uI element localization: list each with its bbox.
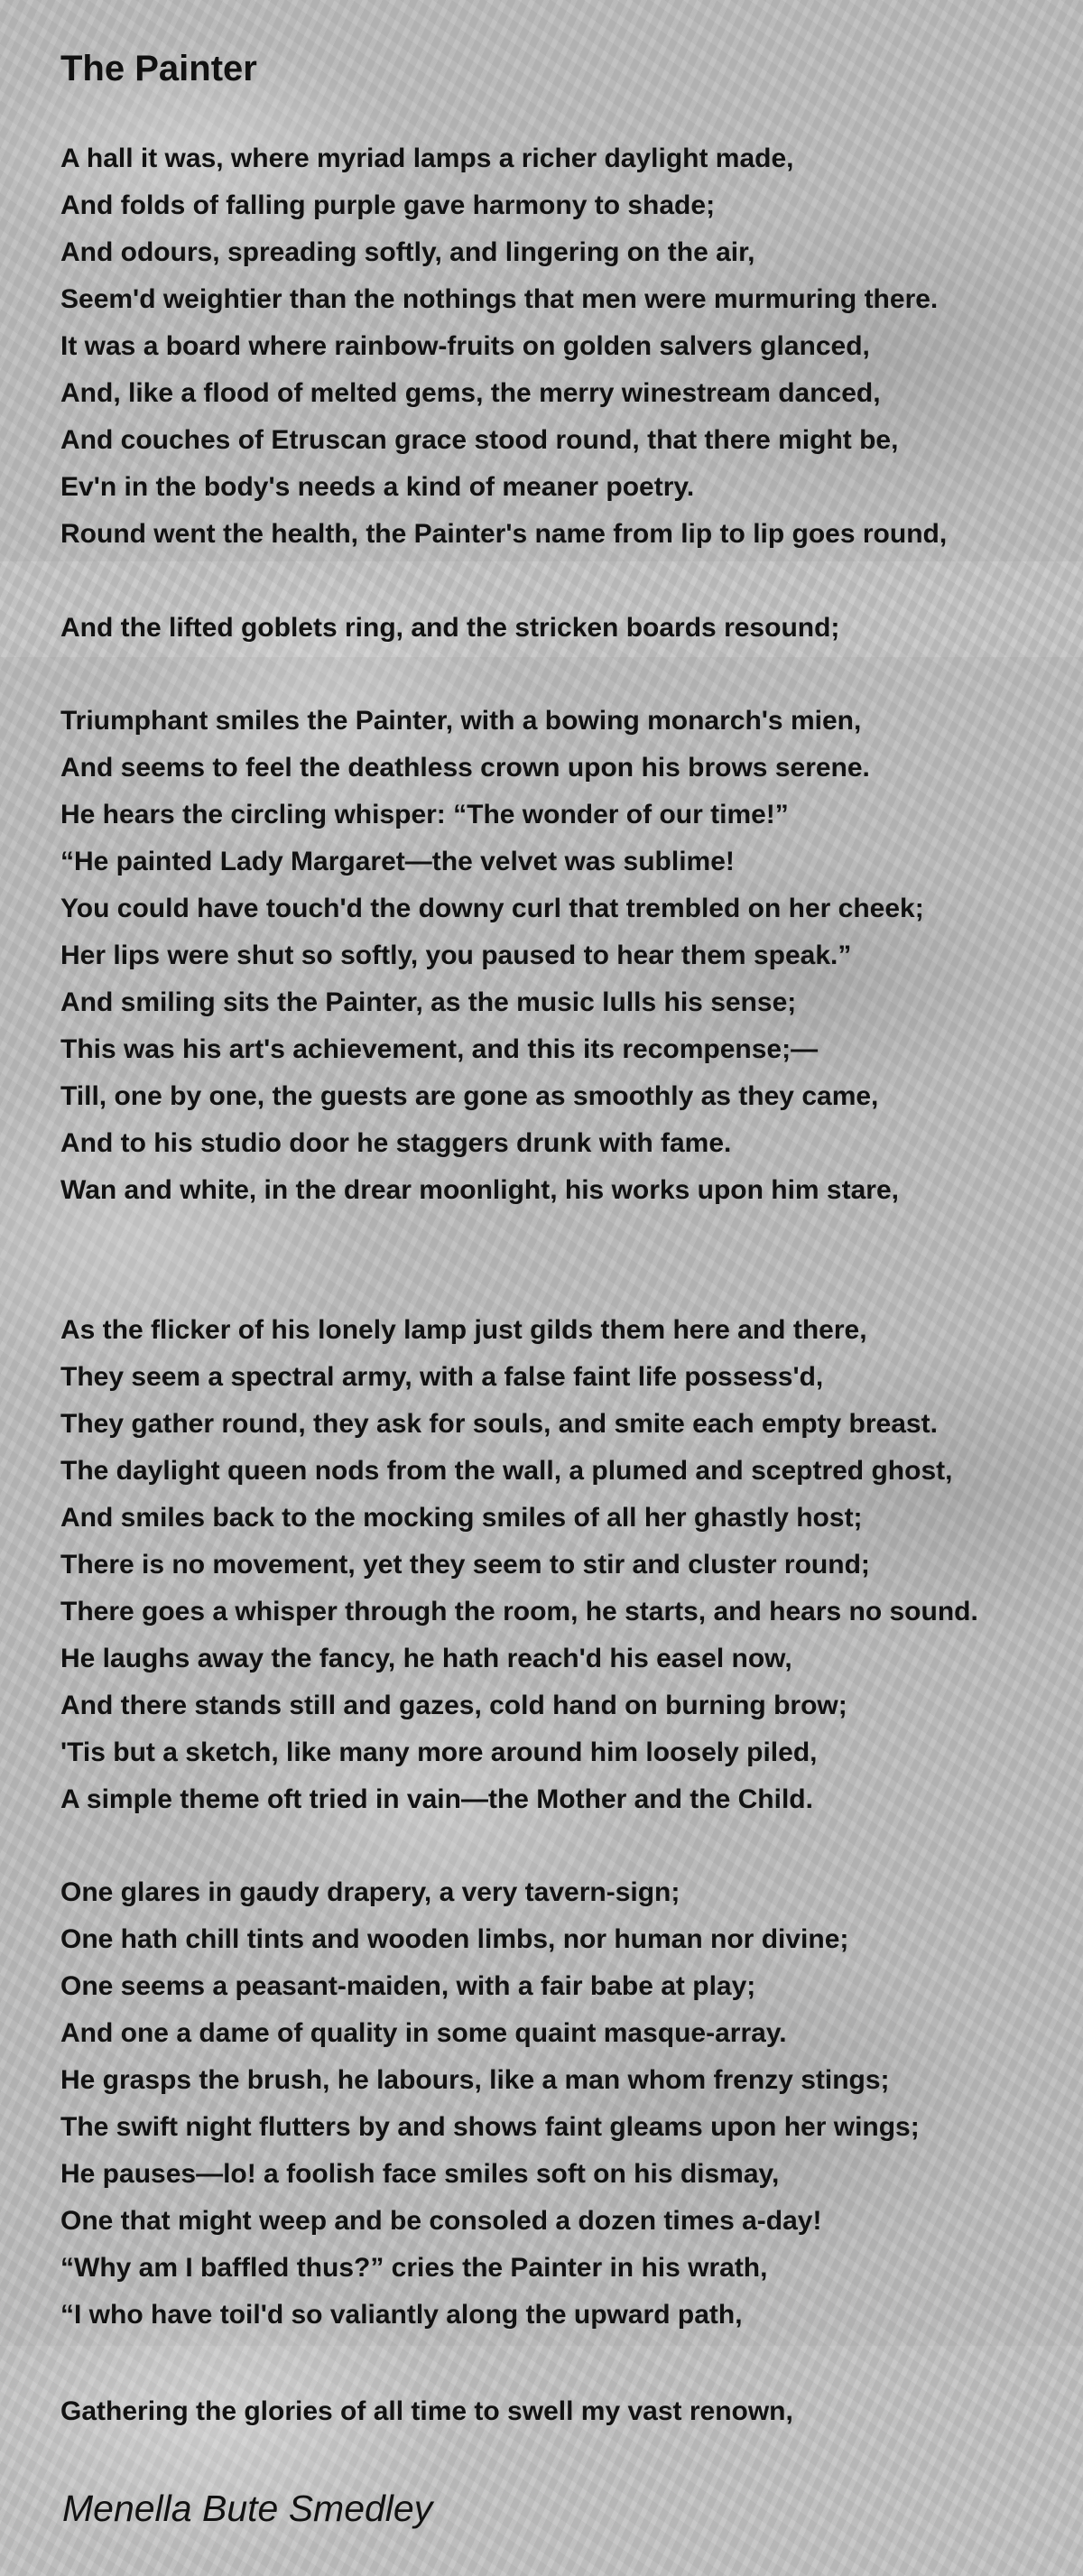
poem-line: “Why am I baffled thus?” cries the Painter in his wrath, bbox=[60, 2253, 768, 2283]
poem-line: As the flicker of his lonely lamp just gilds them here and there, bbox=[60, 1315, 867, 1345]
poem-line: And seems to feel the deathless crown upon his brows serene. bbox=[60, 753, 870, 783]
poem-line: And smiling sits the Painter, as the music lulls his sense; bbox=[60, 987, 797, 1017]
poem-line: Ev'n in the body's needs a kind of meaner poetry. bbox=[60, 472, 695, 502]
poem-line: He pauses—lo! a foolish face smiles soft on his dismay, bbox=[60, 2159, 780, 2189]
poem-line: There goes a whisper through the room, he starts, and hears no sound. bbox=[60, 1597, 978, 1626]
poem-line: He laughs away the fancy, he hath reach'd his easel now, bbox=[60, 1644, 792, 1673]
poem-line: A simple theme oft tried in vain—the Mother and the Child. bbox=[60, 1784, 813, 1814]
poem-title: The Painter bbox=[60, 49, 257, 88]
poem-line: And couches of Etruscan grace stood round, that there might be, bbox=[60, 425, 899, 455]
stanza bbox=[60, 135, 1062, 558]
poem-line: And one a dame of quality in some quaint masque-array. bbox=[60, 2018, 787, 2048]
stanza bbox=[60, 1307, 1062, 1823]
poem-line: This was his art's achievement, and this its recompense;— bbox=[60, 1034, 819, 1064]
poem-line: And the lifted goblets ring, and the stricken boards resound; bbox=[60, 613, 840, 643]
poem-line: Round went the health, the Painter's name from lip to lip goes round, bbox=[60, 519, 948, 549]
poem-line: They seem a spectral army, with a false faint life possess'd, bbox=[60, 1362, 824, 1392]
poem-line: One glares in gaudy drapery, a very tavern-sign; bbox=[60, 1877, 680, 1907]
stanza bbox=[60, 698, 1062, 1214]
poem-line: Till, one by one, the guests are gone as smoothly as they came, bbox=[60, 1081, 879, 1111]
stanza bbox=[60, 1869, 1062, 2339]
poem-line: The daylight queen nods from the wall, a plumed and sceptred ghost, bbox=[60, 1456, 953, 1486]
poem-line: Wan and white, in the drear moonlight, his works upon him stare, bbox=[60, 1175, 899, 1205]
background-band bbox=[0, 2346, 1083, 2576]
poem-line: One seems a peasant-maiden, with a fair babe at play; bbox=[60, 1971, 756, 2001]
poem-line: And smiles back to the mocking smiles of all her ghastly host; bbox=[60, 1503, 863, 1533]
poem-line: You could have touch'd the downy curl that trembled on her cheek; bbox=[60, 894, 924, 923]
poem-line: And, like a flood of melted gems, the merry winestream danced, bbox=[60, 378, 881, 408]
poem-line: And folds of falling purple gave harmony to shade; bbox=[60, 190, 716, 220]
poem-line: “I who have toil'd so valiantly along the upward path, bbox=[60, 2300, 743, 2330]
poem-line: Seem'd weightier than the nothings that men were murmuring there. bbox=[60, 284, 939, 314]
poem-line: And there stands still and gazes, cold hand on burning brow; bbox=[60, 1691, 847, 1720]
poem-line: Her lips were shut so softly, you paused to hear them speak.” bbox=[60, 941, 852, 970]
poem-line: A hall it was, where myriad lamps a richer daylight made, bbox=[60, 144, 794, 173]
poem-line: One that might weep and be consoled a dozen times a-day! bbox=[60, 2206, 822, 2236]
poem-line: One hath chill tints and wooden limbs, nor human nor divine; bbox=[60, 1924, 849, 1954]
poem-line: He grasps the brush, he labours, like a man whom frenzy stings; bbox=[60, 2065, 890, 2095]
poem-line: Triumphant smiles the Painter, with a bowing monarch's mien, bbox=[60, 706, 862, 736]
poem-line: They gather round, they ask for souls, and smite each empty breast. bbox=[60, 1409, 938, 1439]
poem-line: There is no movement, yet they seem to stir and cluster round; bbox=[60, 1550, 870, 1580]
poem-author: Menella Bute Smedley bbox=[62, 2488, 433, 2529]
poem-line: And to his studio door he staggers drunk with fame. bbox=[60, 1128, 732, 1158]
poem-line: He hears the circling whisper: “The wonder of our time!” bbox=[60, 800, 789, 829]
poem-line: It was a board where rainbow-fruits on golden salvers glanced, bbox=[60, 331, 870, 361]
stanza bbox=[60, 2388, 1062, 2435]
poem-line: 'Tis but a sketch, like many more around him loosely piled, bbox=[60, 1737, 818, 1767]
stanza bbox=[60, 605, 1062, 652]
poem-line: Gathering the glories of all time to swell my vast renown, bbox=[60, 2396, 793, 2426]
poem-line: The swift night flutters by and shows faint gleams upon her wings; bbox=[60, 2112, 920, 2142]
poem-line: “He painted Lady Margaret—the velvet was sublime! bbox=[60, 847, 735, 876]
poem-line: And odours, spreading softly, and lingering on the air, bbox=[60, 237, 755, 267]
